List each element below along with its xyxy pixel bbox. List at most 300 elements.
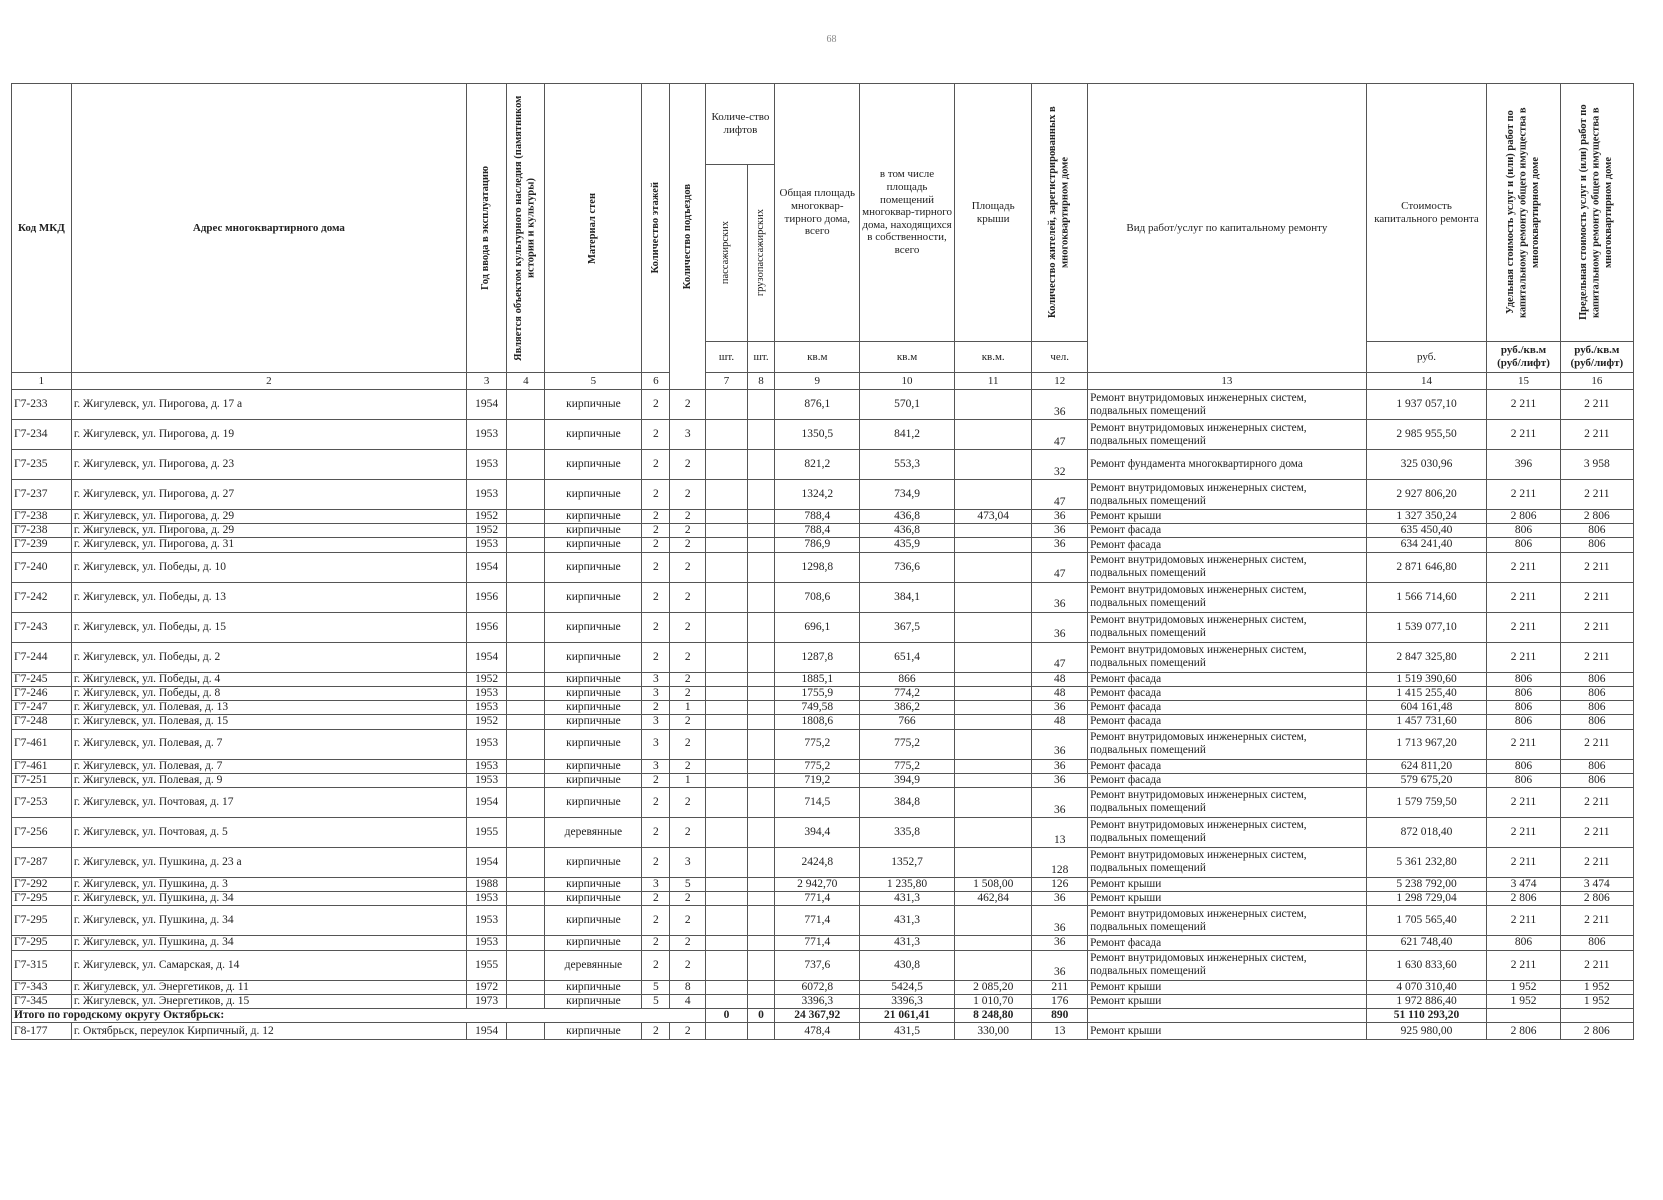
cell-floors: 5 <box>642 980 670 994</box>
total-lifts-cargo: 0 <box>747 1009 775 1023</box>
cell-entrances: 2 <box>670 759 706 773</box>
cell-cost: 1 566 714,60 <box>1366 582 1487 612</box>
cell-heritage <box>507 847 545 877</box>
cell-year: 1953 <box>467 759 507 773</box>
cell-walls: кирпичные <box>545 906 642 936</box>
col-number: 11 <box>955 373 1032 390</box>
cell-roof-area <box>955 686 1032 700</box>
cell-owned-area: 1 235,80 <box>860 877 955 891</box>
cell-lifts-passenger <box>706 420 747 450</box>
cell-total-area: 6072,8 <box>775 980 860 994</box>
col-number: 13 <box>1088 373 1367 390</box>
cell-heritage <box>507 877 545 891</box>
table-header <box>12 84 1634 390</box>
table-row <box>12 877 1634 891</box>
cell-unit-cost: 1 952 <box>1487 994 1560 1008</box>
cell-lifts-passenger <box>706 817 747 847</box>
table-row <box>12 994 1634 1008</box>
cell-owned-area: 5424,5 <box>860 980 955 994</box>
cell-floors: 3 <box>642 686 670 700</box>
cell-walls: кирпичные <box>545 847 642 877</box>
cell-year: 1953 <box>467 892 507 906</box>
cell-unit-cost: 806 <box>1487 538 1560 552</box>
cell-floors: 2 <box>642 552 670 582</box>
cell-walls: кирпичные <box>545 787 642 817</box>
cell-work-type: Ремонт фасада <box>1088 759 1367 773</box>
cell-code: Г8-177 <box>12 1023 72 1040</box>
cell-year: 1953 <box>467 906 507 936</box>
cell-lifts-cargo <box>747 582 775 612</box>
header-cost: Стоимость капитального ремонта <box>1366 84 1487 342</box>
table-row <box>12 936 1634 950</box>
table-row <box>12 390 1634 420</box>
cell-lifts-passenger <box>706 390 747 420</box>
total-cost: 51 110 293,20 <box>1366 1009 1487 1023</box>
cell-cost: 925 980,00 <box>1366 1023 1487 1040</box>
cell-floors: 2 <box>642 950 670 980</box>
table-row <box>12 715 1634 729</box>
cell-unit-cost: 2 211 <box>1487 787 1560 817</box>
cell-owned-area: 335,8 <box>860 817 955 847</box>
cell-max-cost: 806 <box>1560 759 1633 773</box>
cell-total-area: 708,6 <box>775 582 860 612</box>
cell-cost: 634 241,40 <box>1366 538 1487 552</box>
cell-work-type: Ремонт крыши <box>1088 892 1367 906</box>
cell-roof-area <box>955 612 1032 642</box>
cell-lifts-cargo <box>747 524 775 538</box>
cell-roof-area <box>955 950 1032 980</box>
cell-lifts-passenger <box>706 612 747 642</box>
cell-floors: 2 <box>642 510 670 524</box>
header-work-type: Вид работ/услуг по капитальному ремонту <box>1088 84 1367 373</box>
cell-work-type: Ремонт фасада <box>1088 672 1367 686</box>
cell-residents: 47 <box>1032 480 1088 510</box>
cell-floors: 3 <box>642 729 670 759</box>
cell-total-area: 1350,5 <box>775 420 860 450</box>
cell-max-cost: 2 211 <box>1560 582 1633 612</box>
cell-walls: деревянные <box>545 950 642 980</box>
cell-heritage <box>507 773 545 787</box>
cell-max-cost: 2 211 <box>1560 390 1633 420</box>
cell-owned-area: 394,9 <box>860 773 955 787</box>
cell-work-type: Ремонт внутридомовых инженерных систем, подвальных помещений <box>1088 552 1367 582</box>
cell-roof-area <box>955 538 1032 552</box>
cell-roof-area: 462,84 <box>955 892 1032 906</box>
cell-lifts-cargo <box>747 450 775 480</box>
cell-total-area: 1287,8 <box>775 642 860 672</box>
cell-lifts-passenger <box>706 701 747 715</box>
cell-entrances: 2 <box>670 524 706 538</box>
cell-residents: 47 <box>1032 642 1088 672</box>
table-row <box>12 892 1634 906</box>
cell-lifts-cargo <box>747 686 775 700</box>
cell-code: Г7-287 <box>12 847 72 877</box>
cell-residents: 36 <box>1032 524 1088 538</box>
total-roof-area: 8 248,80 <box>955 1009 1032 1023</box>
cell-code: Г7-247 <box>12 701 72 715</box>
cell-code: Г7-345 <box>12 994 72 1008</box>
unit-roof-area: кв.м. <box>955 342 1032 373</box>
col-number: 5 <box>545 373 642 390</box>
cell-heritage <box>507 892 545 906</box>
cell-entrances: 5 <box>670 877 706 891</box>
cell-owned-area: 841,2 <box>860 420 955 450</box>
header-heritage: Является объектом культурного наследия (памятником истории и культуры) <box>507 84 545 373</box>
cell-max-cost: 806 <box>1560 672 1633 686</box>
cell-year: 1988 <box>467 877 507 891</box>
col-number: 2 <box>71 373 466 390</box>
cell-address: г. Жигулевск, ул. Победы, д. 2 <box>71 642 466 672</box>
cell-code: Г7-244 <box>12 642 72 672</box>
cell-residents: 48 <box>1032 686 1088 700</box>
cell-residents: 36 <box>1032 936 1088 950</box>
cell-year: 1954 <box>467 552 507 582</box>
cell-unit-cost: 806 <box>1487 715 1560 729</box>
cell-unit-cost: 806 <box>1487 672 1560 686</box>
cell-code: Г7-243 <box>12 612 72 642</box>
cell-year: 1952 <box>467 510 507 524</box>
cell-heritage <box>507 420 545 450</box>
cell-max-cost: 806 <box>1560 524 1633 538</box>
cell-work-type: Ремонт внутридомовых инженерных систем, подвальных помещений <box>1088 847 1367 877</box>
cell-total-area: 1755,9 <box>775 686 860 700</box>
cell-residents: 13 <box>1032 1023 1088 1040</box>
cell-work-type: Ремонт фасада <box>1088 773 1367 787</box>
cell-year: 1953 <box>467 538 507 552</box>
cell-code: Г7-237 <box>12 480 72 510</box>
cell-roof-area: 2 085,20 <box>955 980 1032 994</box>
cell-max-cost: 806 <box>1560 936 1633 950</box>
cell-entrances: 2 <box>670 1023 706 1040</box>
cell-lifts-passenger <box>706 729 747 759</box>
cell-total-area: 821,2 <box>775 450 860 480</box>
cell-owned-area: 431,3 <box>860 906 955 936</box>
cell-year: 1955 <box>467 817 507 847</box>
cell-work-type: Ремонт внутридомовых инженерных систем, подвальных помещений <box>1088 729 1367 759</box>
cell-year: 1953 <box>467 936 507 950</box>
cell-work-type: Ремонт внутридомовых инженерных систем, подвальных помещений <box>1088 390 1367 420</box>
cell-unit-cost: 2 211 <box>1487 552 1560 582</box>
cell-unit-cost: 806 <box>1487 686 1560 700</box>
cell-address: г. Жигулевск, ул. Пирогова, д. 27 <box>71 480 466 510</box>
cell-cost: 1 705 565,40 <box>1366 906 1487 936</box>
header-unit-cost: Удельная стоимость услуг и (или) работ по капитальному ремонту общего имущества в многоквартирном доме <box>1487 84 1560 342</box>
cell-total-area: 771,4 <box>775 936 860 950</box>
cell-unit-cost: 806 <box>1487 524 1560 538</box>
cell-max-cost: 2 211 <box>1560 847 1633 877</box>
cell-heritage <box>507 582 545 612</box>
cell-walls: кирпичные <box>545 759 642 773</box>
cell-roof-area: 330,00 <box>955 1023 1032 1040</box>
cell-lifts-cargo <box>747 552 775 582</box>
cell-heritage <box>507 642 545 672</box>
cell-owned-area: 386,2 <box>860 701 955 715</box>
cell-walls: кирпичные <box>545 994 642 1008</box>
cell-code: Г7-239 <box>12 538 72 552</box>
cell-address: г. Жигулевск, ул. Почтовая, д. 17 <box>71 787 466 817</box>
cell-max-cost: 2 211 <box>1560 787 1633 817</box>
cell-max-cost: 2 211 <box>1560 729 1633 759</box>
cell-roof-area <box>955 759 1032 773</box>
cell-address: г. Жигулевск, ул. Пирогова, д. 17 а <box>71 390 466 420</box>
col-number: 4 <box>507 373 545 390</box>
cell-heritage <box>507 450 545 480</box>
cell-unit-cost: 2 211 <box>1487 420 1560 450</box>
table-row <box>12 524 1634 538</box>
cell-work-type: Ремонт фасада <box>1088 936 1367 950</box>
cell-residents: 36 <box>1032 612 1088 642</box>
cell-lifts-cargo <box>747 994 775 1008</box>
cell-total-area: 696,1 <box>775 612 860 642</box>
cell-unit-cost: 2 806 <box>1487 510 1560 524</box>
cell-roof-area <box>955 847 1032 877</box>
cell-lifts-passenger <box>706 642 747 672</box>
total-work-type <box>1088 1009 1367 1023</box>
cell-unit-cost: 3 474 <box>1487 877 1560 891</box>
total-row <box>12 1009 1634 1023</box>
cell-entrances: 2 <box>670 906 706 936</box>
cell-unit-cost: 2 211 <box>1487 480 1560 510</box>
cell-entrances: 1 <box>670 773 706 787</box>
cell-entrances: 2 <box>670 892 706 906</box>
cell-work-type: Ремонт фасада <box>1088 524 1367 538</box>
cell-walls: кирпичные <box>545 936 642 950</box>
cell-walls: кирпичные <box>545 773 642 787</box>
cell-owned-area: 3396,3 <box>860 994 955 1008</box>
cell-year: 1954 <box>467 1023 507 1040</box>
cell-cost: 1 539 077,10 <box>1366 612 1487 642</box>
cell-owned-area: 367,5 <box>860 612 955 642</box>
table-row <box>12 582 1634 612</box>
cell-unit-cost: 806 <box>1487 759 1560 773</box>
cell-owned-area: 651,4 <box>860 642 955 672</box>
cell-roof-area <box>955 936 1032 950</box>
cell-lifts-passenger <box>706 480 747 510</box>
cell-roof-area <box>955 524 1032 538</box>
cell-entrances: 3 <box>670 420 706 450</box>
cell-work-type: Ремонт фасада <box>1088 686 1367 700</box>
cell-cost: 1 415 255,40 <box>1366 686 1487 700</box>
cell-total-area: 775,2 <box>775 759 860 773</box>
cell-address: г. Жигулевск, ул. Победы, д. 13 <box>71 582 466 612</box>
cell-residents: 36 <box>1032 510 1088 524</box>
cell-heritage <box>507 950 545 980</box>
cell-lifts-passenger <box>706 686 747 700</box>
cell-floors: 3 <box>642 715 670 729</box>
cell-work-type: Ремонт внутридомовых инженерных систем, подвальных помещений <box>1088 642 1367 672</box>
cell-lifts-cargo <box>747 612 775 642</box>
cell-entrances: 2 <box>670 612 706 642</box>
cell-year: 1954 <box>467 642 507 672</box>
cell-lifts-cargo <box>747 390 775 420</box>
cell-max-cost: 2 806 <box>1560 1023 1633 1040</box>
cell-work-type: Ремонт фасада <box>1088 715 1367 729</box>
cell-total-area: 749,58 <box>775 701 860 715</box>
cell-entrances: 2 <box>670 480 706 510</box>
cell-max-cost: 1 952 <box>1560 994 1633 1008</box>
col-number: 12 <box>1032 373 1088 390</box>
cell-heritage <box>507 715 545 729</box>
cell-floors: 2 <box>642 906 670 936</box>
cell-year: 1972 <box>467 980 507 994</box>
cell-residents: 36 <box>1032 759 1088 773</box>
cell-lifts-passenger <box>706 906 747 936</box>
header-code: Код МКД <box>12 84 72 373</box>
cell-lifts-cargo <box>747 420 775 450</box>
table-row <box>12 538 1634 552</box>
col-number: 15 <box>1487 373 1560 390</box>
table-row <box>12 787 1634 817</box>
header-walls: Материал стен <box>545 84 642 373</box>
cell-year: 1953 <box>467 450 507 480</box>
cell-address: г. Жигулевск, ул. Энергетиков, д. 15 <box>71 994 466 1008</box>
cell-max-cost: 2 211 <box>1560 552 1633 582</box>
cell-total-area: 788,4 <box>775 524 860 538</box>
header-lifts-passenger: пассажирских <box>706 165 747 342</box>
cell-cost: 4 070 310,40 <box>1366 980 1487 994</box>
cell-owned-area: 384,8 <box>860 787 955 817</box>
cell-lifts-cargo <box>747 950 775 980</box>
header-entrances: Количество подъездов <box>670 84 706 390</box>
cell-walls: кирпичные <box>545 510 642 524</box>
total-max-cost <box>1560 1009 1633 1023</box>
header-total-area: Общая площадь многоквар-тирного дома, всего <box>775 84 860 342</box>
unit-cost: руб. <box>1366 342 1487 373</box>
cell-unit-cost: 806 <box>1487 773 1560 787</box>
cell-address: г. Жигулевск, ул. Полевая, д. 7 <box>71 759 466 773</box>
cell-code: Г7-251 <box>12 773 72 787</box>
cell-unit-cost: 2 211 <box>1487 390 1560 420</box>
cell-year: 1955 <box>467 950 507 980</box>
cell-floors: 2 <box>642 773 670 787</box>
cell-year: 1954 <box>467 390 507 420</box>
cell-unit-cost: 2 211 <box>1487 642 1560 672</box>
cell-cost: 2 847 325,80 <box>1366 642 1487 672</box>
cell-residents: 13 <box>1032 817 1088 847</box>
cell-total-area: 788,4 <box>775 510 860 524</box>
cell-residents: 211 <box>1032 980 1088 994</box>
unit-residents: чел. <box>1032 342 1088 373</box>
cell-cost: 635 450,40 <box>1366 524 1487 538</box>
header-residents: Количество жителей, зарегистрированных в многоквартирном доме <box>1032 84 1088 342</box>
cell-work-type: Ремонт внутридомовых инженерных систем, подвальных помещений <box>1088 582 1367 612</box>
cell-max-cost: 2 806 <box>1560 510 1633 524</box>
cell-cost: 579 675,20 <box>1366 773 1487 787</box>
cell-residents: 36 <box>1032 950 1088 980</box>
cell-floors: 3 <box>642 672 670 686</box>
cell-heritage <box>507 552 545 582</box>
cell-lifts-passenger <box>706 936 747 950</box>
cell-entrances: 2 <box>670 936 706 950</box>
cell-cost: 5 238 792,00 <box>1366 877 1487 891</box>
cell-max-cost: 806 <box>1560 701 1633 715</box>
cell-walls: кирпичные <box>545 715 642 729</box>
cell-code: Г7-238 <box>12 510 72 524</box>
cell-entrances: 2 <box>670 642 706 672</box>
cell-max-cost: 2 211 <box>1560 950 1633 980</box>
cell-total-area: 771,4 <box>775 892 860 906</box>
cell-lifts-passenger <box>706 510 747 524</box>
cell-heritage <box>507 524 545 538</box>
cell-cost: 1 630 833,60 <box>1366 950 1487 980</box>
cell-floors: 2 <box>642 390 670 420</box>
table-row <box>12 980 1634 994</box>
cell-lifts-passenger <box>706 773 747 787</box>
cell-unit-cost: 2 806 <box>1487 1023 1560 1040</box>
cell-heritage <box>507 612 545 642</box>
cell-total-area: 394,4 <box>775 817 860 847</box>
header-floors: Количество этажей <box>642 84 670 373</box>
cell-residents: 36 <box>1032 787 1088 817</box>
table-row <box>12 480 1634 510</box>
cell-heritage <box>507 480 545 510</box>
cell-code: Г7-233 <box>12 390 72 420</box>
cell-lifts-cargo <box>747 759 775 773</box>
cell-floors: 2 <box>642 480 670 510</box>
cell-year: 1953 <box>467 686 507 700</box>
cell-cost: 1 937 057,10 <box>1366 390 1487 420</box>
cell-walls: кирпичные <box>545 729 642 759</box>
cell-entrances: 2 <box>670 817 706 847</box>
cell-walls: кирпичные <box>545 612 642 642</box>
cell-work-type: Ремонт крыши <box>1088 994 1367 1008</box>
cell-walls: кирпичные <box>545 420 642 450</box>
cell-unit-cost: 2 211 <box>1487 950 1560 980</box>
cell-code: Г7-295 <box>12 936 72 950</box>
cell-address: г. Жигулевск, ул. Пушкина, д. 34 <box>71 892 466 906</box>
cell-heritage <box>507 817 545 847</box>
cell-total-area: 478,4 <box>775 1023 860 1040</box>
cell-address: г. Жигулевск, ул. Пирогова, д. 29 <box>71 524 466 538</box>
cell-year: 1953 <box>467 420 507 450</box>
cell-max-cost: 2 211 <box>1560 612 1633 642</box>
col-number: 14 <box>1366 373 1487 390</box>
cell-year: 1952 <box>467 672 507 686</box>
cell-entrances: 2 <box>670 552 706 582</box>
cell-max-cost: 2 211 <box>1560 817 1633 847</box>
cell-max-cost: 3 474 <box>1560 877 1633 891</box>
cell-entrances: 2 <box>670 672 706 686</box>
cell-total-area: 786,9 <box>775 538 860 552</box>
cell-roof-area <box>955 480 1032 510</box>
cell-total-area: 719,2 <box>775 773 860 787</box>
cell-address: г. Жигулевск, ул. Пирогова, д. 23 <box>71 450 466 480</box>
cell-residents: 36 <box>1032 538 1088 552</box>
cell-floors: 2 <box>642 817 670 847</box>
cell-max-cost: 2 806 <box>1560 892 1633 906</box>
cell-lifts-passenger <box>706 582 747 612</box>
col-number: 10 <box>860 373 955 390</box>
cell-total-area: 1298,8 <box>775 552 860 582</box>
cell-entrances: 2 <box>670 450 706 480</box>
cell-owned-area: 736,6 <box>860 552 955 582</box>
cell-heritage <box>507 1023 545 1040</box>
cell-lifts-passenger <box>706 877 747 891</box>
cell-residents: 48 <box>1032 672 1088 686</box>
cell-residents: 47 <box>1032 420 1088 450</box>
total-lifts-passenger: 0 <box>706 1009 747 1023</box>
cell-lifts-cargo <box>747 936 775 950</box>
col-number: 1 <box>12 373 72 390</box>
total-area: 24 367,92 <box>775 1009 860 1023</box>
cell-code: Г7-246 <box>12 686 72 700</box>
cell-owned-area: 431,5 <box>860 1023 955 1040</box>
cell-address: г. Октябрьск, переулок Кирпичный, д. 12 <box>71 1023 466 1040</box>
cell-work-type: Ремонт фасада <box>1088 538 1367 552</box>
cell-max-cost: 2 211 <box>1560 906 1633 936</box>
cell-code: Г7-461 <box>12 759 72 773</box>
cell-owned-area: 775,2 <box>860 759 955 773</box>
